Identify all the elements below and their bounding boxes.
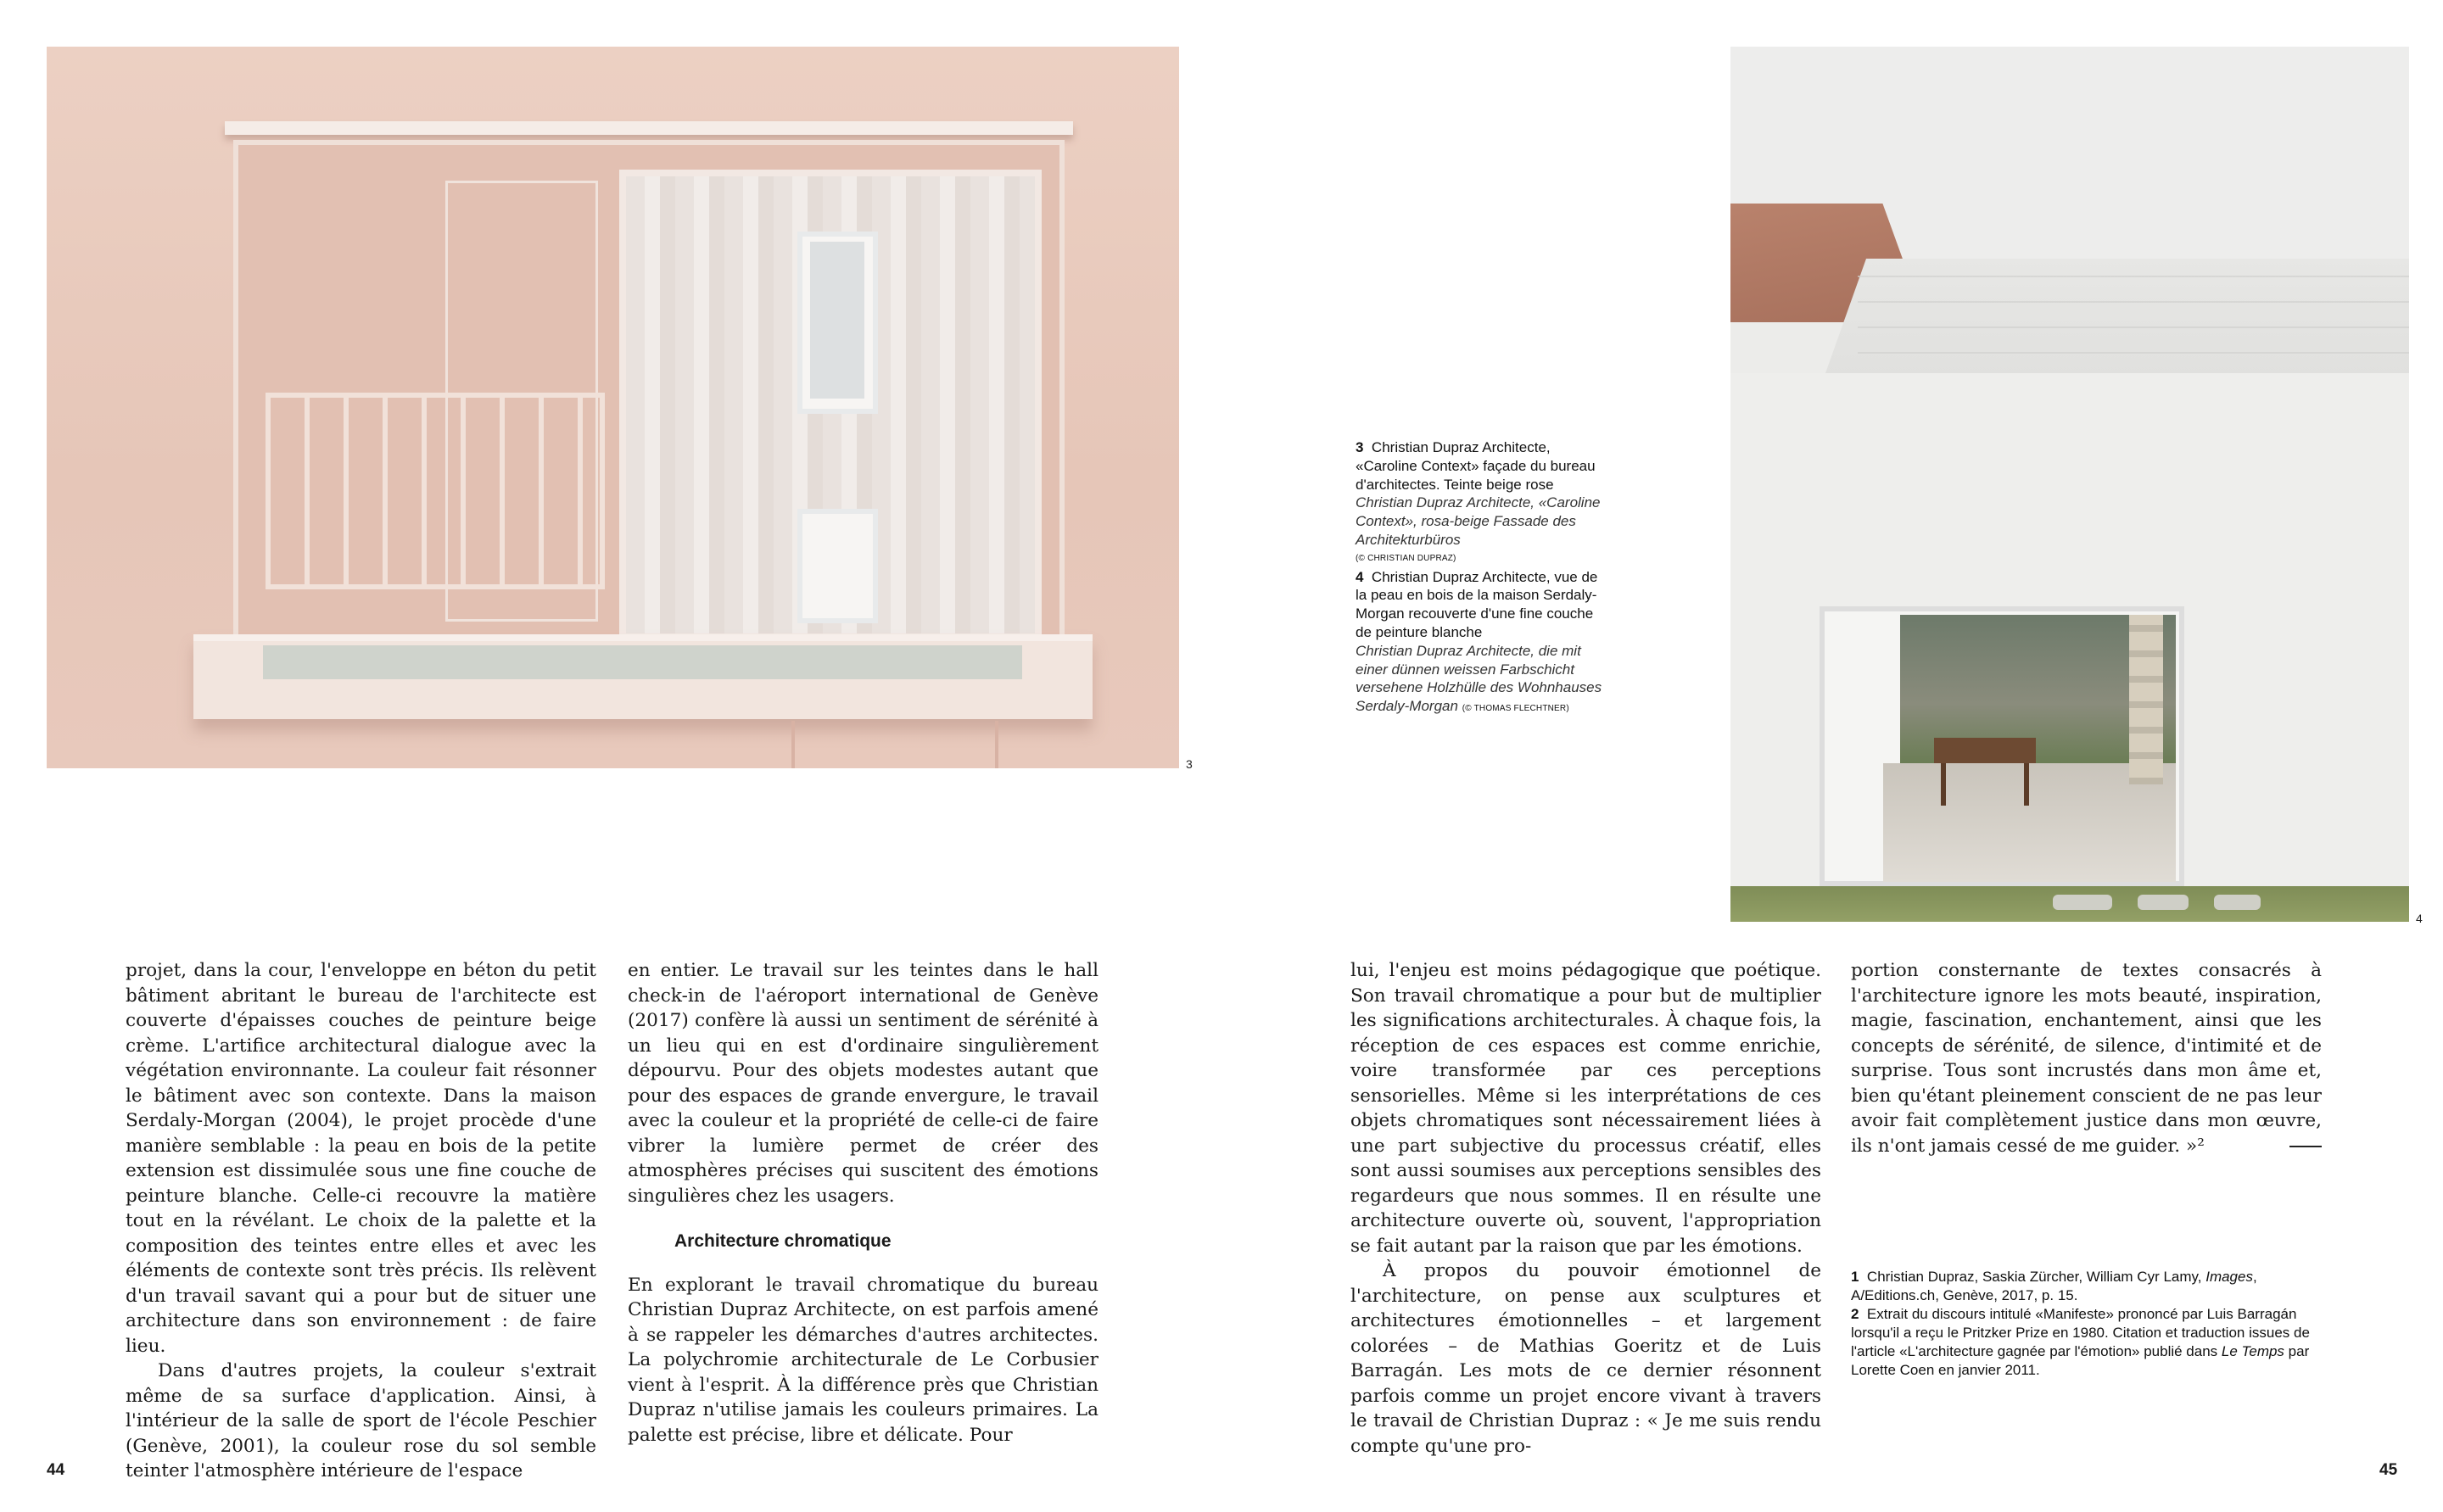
stepping-stone (2053, 895, 2112, 910)
footnote-text: par Lorette Coen en janvier 2011. (1851, 1343, 2310, 1378)
page-number-right: 45 (2379, 1461, 2398, 1479)
page-number-left: 44 (47, 1461, 65, 1479)
text-column-3 (1350, 958, 1821, 1459)
stepping-stone (2214, 895, 2261, 910)
interior-window-lower (797, 509, 878, 623)
dining-table (1934, 738, 2036, 763)
caption-fig3-de: Christian Dupraz Architecte, «Caroline Context», rosa-beige Fassade des Architekturbüros (1356, 494, 1601, 548)
paragraph: projet, dans la cour, l'enveloppe en béton du petit bâtiment abritant le bureau de l'architecte est couverte d'épaisses couches de peinture beige crème. L'artifice architectural dialogue avec la végétation environnante. La couleur fait résonner le bâtiment avec son contexte. Dans la maison Serdaly-Morgan (2004), le projet procède d'une manière semblable : la peau en bois de la petite extension est dissimulée sous une fine couche de peinture blanche. Celle-ci recouvre la matière tout en la révélant. Le choix de la palette et la composition des teintes entre elles et avec les éléments de contexte sont très précis. Ils relèvent d'un travail savant qui a pour but de situer une architecture dans son environnement : de faire lieu. (126, 960, 596, 1357)
footnote-1 (1851, 1268, 2326, 1305)
paragraph: À propos du pouvoir émotionnel de l'architecture, on pense aux sculptures et architectures émotionnelles – et largement colorées – de Mathias Goeritz et de Luis Barragán. Les mots de ce dernier résonnent parfois comme un projet encore vivant à travers le travail de Christian Dupraz : « Je me suis rendu compte qu'une pro- (1350, 1260, 1821, 1457)
footnote-number: 1 (1851, 1269, 1859, 1285)
paragraph: lui, l'enjeu est moins pédagogique que poétique. Son travail chromatique a pour but de multiplier les significations architecturales. À chaque fois, la réception de ces espaces est comme enrichie, voire transformée par ces perceptions sensorielles. Même si les interprétations de ces objets chromatiques sont nécessairement liées à une part subjective du processus créatif, elles sont aussi soumises aux perceptions sensibles des regardeurs que nous sommes. Il en résulte une architecture ouverte où, souvent, l'appropriation se fait autant par la raison que par les émotions. (1350, 960, 1821, 1257)
caption-fig4-credit: (© THOMAS FLECHTNER) (1462, 704, 1569, 714)
paragraph: portion consternante de textes consacrés à l'architecture ignore les mots beauté, inspiration, magie, fascination, enchantement, ainsi que les concepts de sérénité, de silence, d'intimité et de surprise. Tous sont incrustés dans mon âme et, bien qu'étant pleinement conscient de ne pas leur avoir fait complètement justice dans mon œuvre, ils n'ont jamais cessé de me guider. »² (1851, 960, 2322, 1157)
footnote-title: Images (2205, 1269, 2253, 1285)
footnote-text: Christian Dupraz, Saskia Zürcher, William Cyr Lamy, (1866, 1269, 2202, 1285)
photo-serdaly-morgan-house (1730, 47, 2409, 922)
interior-window-pane (810, 242, 864, 399)
paragraph: En explorant le travail chromatique du bureau Christian Dupraz Architecte, on est parfois amené à se rappeler les démarches d'autres architectes. La polychromie architecturale de Le Corbusier vient à l'esprit. À la différence près que Christian Dupraz n'utilise jamais les couleurs primaires. La palette est précise, libre et délicate. Pour (628, 1274, 1099, 1446)
footnote-2 (1851, 1305, 2326, 1380)
figure-caption (1356, 438, 1610, 718)
figure-number-3: 3 (1186, 757, 1193, 771)
footnotes (1851, 1268, 2326, 1380)
facade-awning (225, 121, 1073, 135)
table-legs (1941, 763, 2029, 806)
end-mark (2289, 1146, 2322, 1147)
photo-caroline-context-facade (47, 47, 1179, 768)
caption-fig3-credit: (© CHRISTIAN DUPRAZ) (1356, 553, 1456, 563)
stepping-stone (2138, 895, 2189, 910)
caption-fig4-de: Christian Dupraz Architecte, die mit einer dünnen weissen Farbschicht versehene Holzhülle des Wohnhauses Serdaly-Morgan (1356, 642, 1602, 715)
text-column-4 (1851, 958, 2322, 1158)
sill-glass (263, 645, 1022, 679)
facade-base (785, 721, 1005, 768)
footnote-title: Le Temps (2221, 1343, 2284, 1359)
footnote-text: Extrait du discours intitulé «Manifeste» prononcé par Luis Barragán lorsqu'il a reçu le Pritzker Prize en 1980. Citation et traduction issues de l'article «L'architecture gagnée par l'émotion» publié dans (1851, 1306, 2310, 1359)
caption-fig3-number: 3 (1356, 439, 1364, 455)
footnote-number: 2 (1851, 1306, 1859, 1322)
caption-fig4-number: 4 (1356, 568, 1364, 585)
footnote-text: , A/Editions.ch, Genève, 2017, p. 15. (1851, 1269, 2257, 1303)
caption-fig4-fr: Christian Dupraz Architecte, vue de la peau en bois de la maison Serdaly-Morgan recouverte d'une fine couche de peinture blanche (1356, 568, 1598, 640)
figure-number-4: 4 (2416, 912, 2423, 925)
text-column-2 (628, 958, 1099, 1448)
section-heading: Architecture chromatique (674, 1231, 892, 1251)
facade-grille (266, 393, 605, 589)
paragraph: Dans d'autres projets, la couleur s'extrait même de sa surface d'application. Ainsi, à l'intérieur de la salle de sport de l'école Peschier (Genève, 2001), la couleur rose du sol semble teinter l'atmosphère intérieure de l'espace (126, 1360, 596, 1481)
paragraph: en entier. Le travail sur les teintes dans le hall check-in de l'aéroport international de Genève (2017) confère là aussi un sentiment de sérénité à un lieu qui en est d'ordinaire singulièrement dépourvu. Pour des objets modestes autant que pour des espaces de grande envergure, le travail avec la couleur et la propriété de celle-ci de faire vibrer la lumière permet de créer des atmosphères précises qui suscitent des émotions singulières chez les usagers. (628, 960, 1099, 1207)
bookshelf (2129, 615, 2163, 784)
caption-fig3-fr: Christian Dupraz Architecte, «Caroline Context» façade du bureau d'architectes. Teinte beige rose (1356, 439, 1596, 493)
text-column-1 (126, 958, 596, 1484)
